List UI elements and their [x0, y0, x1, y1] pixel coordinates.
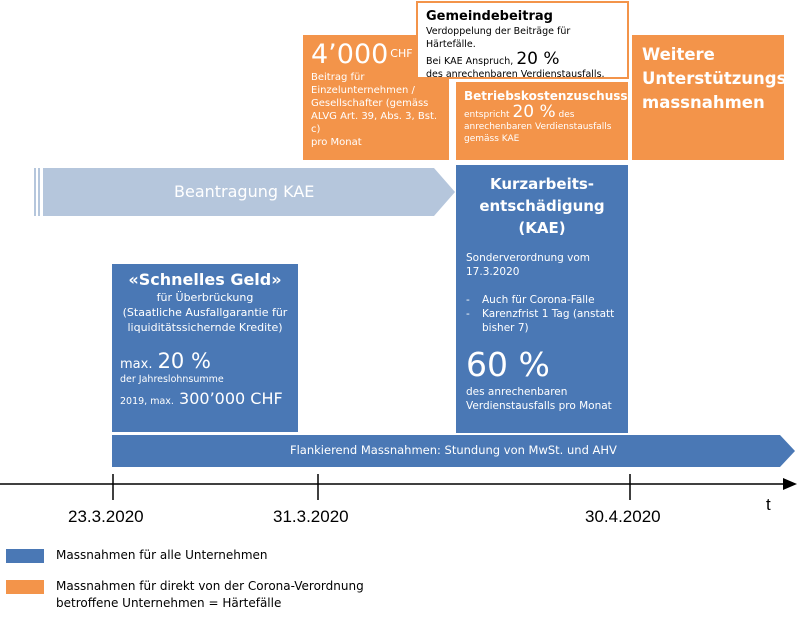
date-label: 31.3.2020 — [273, 507, 349, 526]
geld-line: für Überbrückung — [156, 291, 254, 304]
kae-percent: 60 % — [466, 345, 550, 384]
legend-blue-swatch — [6, 549, 44, 563]
betrieb-title: Betriebskostenzuschuss — [464, 89, 628, 103]
kae-verordnung-date: 17.3.2020 — [466, 266, 520, 278]
geld-amount: 300’000 CHF — [179, 389, 283, 408]
chf-amount: 4’000 — [311, 39, 389, 70]
geld-year-max: 2019, max. — [120, 396, 174, 407]
kae-percent-text: Verdienstausfalls pro Monat — [466, 400, 612, 412]
legend-blue-text: Massnahmen für alle Unternehmen — [56, 548, 268, 562]
betrieb-pre: entspricht — [464, 110, 510, 120]
schnelles-geld-box — [112, 264, 298, 432]
timeline-axis — [0, 474, 800, 504]
legend-orange-swatch — [6, 580, 44, 594]
kae-title: entschädigung (KAE) — [479, 197, 605, 237]
gemeinde-line3: des anrechenbaren Verdienstausfalls. — [426, 69, 605, 80]
beantragung-arrow — [34, 168, 456, 216]
geld-max: max. — [120, 357, 153, 372]
betrieb-line3: gemäss KAE — [464, 134, 520, 144]
betrieb-post: des — [558, 110, 575, 120]
kae-bullet: bisher 7) — [482, 322, 529, 334]
kae-title: Kurzarbeits- — [489, 175, 595, 193]
geld-jahres: der Jahreslohnsumme — [120, 374, 224, 385]
beantragung-label: Beantragung KAE — [174, 182, 315, 201]
betrieb-line2: anrechenbaren Verdienstausfalls — [464, 122, 612, 132]
chf-line: Beitrag für — [311, 72, 365, 83]
gemeinde-percent: 20 % — [516, 49, 560, 69]
chf-unit: CHF — [390, 47, 413, 60]
kae-bullet: Karenzfrist 1 Tag (anstatt — [482, 308, 615, 320]
date-label: 30.4.2020 — [585, 507, 661, 526]
geld-line: (Staatliche Ausfallgarantie für — [122, 306, 288, 319]
gemeindebeitrag-box — [416, 1, 629, 79]
weitere-line: Weitere — [642, 45, 715, 64]
chf-line: ALVG Art. 39, Abs. 3, Bst. c) — [311, 111, 438, 135]
geld-title: «Schnelles Geld» — [128, 270, 282, 289]
weitere-box — [632, 35, 794, 160]
betriebskosten-box — [456, 82, 628, 160]
betrieb-percent: 20 % — [512, 102, 556, 122]
kae-percent-text: des anrechenbaren — [466, 386, 568, 398]
gemeinde-line1: Verdoppelung der Beiträge für Härtefälle. — [426, 26, 571, 50]
weitere-line: massnahmen — [642, 93, 765, 112]
gemeinde-line2: Bei KAE Anspruch, — [426, 56, 514, 67]
chf-line: Einzelunternehmen / — [311, 85, 415, 96]
legend-orange-text: betroffene Unternehmen = Härtefälle — [56, 596, 282, 610]
date-label: 23.3.2020 — [68, 507, 144, 526]
weitere-line: Unterstützungs- — [642, 69, 794, 88]
chf-line: Gesellschafter (gemäss — [311, 98, 429, 109]
legend-orange-text: Massnahmen für direkt von der Corona-Verordnung — [56, 579, 364, 593]
gemeinde-title: Gemeindebeitrag — [426, 9, 553, 24]
axis-t-label: t — [766, 495, 771, 514]
chf-line: pro Monat — [311, 137, 362, 148]
kae-bullet: Auch für Corona-Fälle — [482, 294, 595, 306]
geld-percent: 20 % — [157, 349, 211, 373]
kae-verordnung: Sonderverordnung vom — [466, 252, 591, 264]
geld-line: liquiditätssichernde Kredite) — [127, 321, 283, 334]
flankierend-label: Flankierend Massnahmen: Stundung von MwSt. und AHV — [290, 443, 617, 457]
kae-box: Kurzarbeits- entschädigung (KAE) Sonderverordnung vom 17.3.2020 - Auch für Corona-Fälle - Karenzfrist 1 Tag (anstatt bisher 7) 60 % des anrechenbaren Verdienstausfalls pro Monat — [456, 165, 628, 433]
